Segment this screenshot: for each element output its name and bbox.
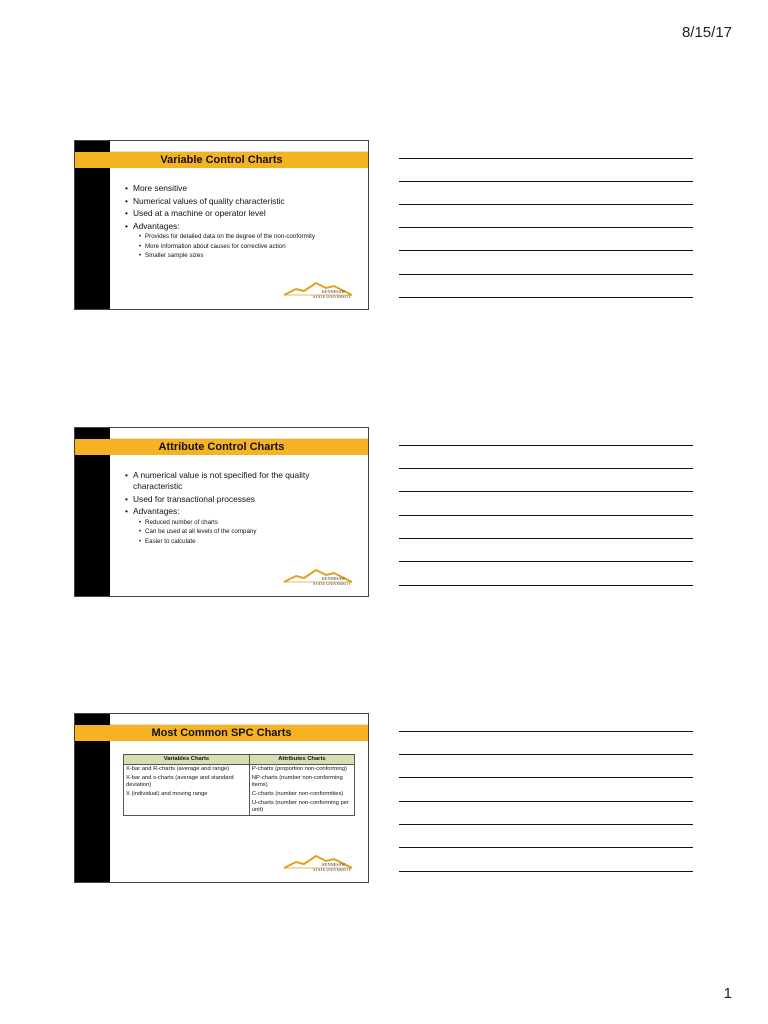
bullet: • Used for transactional processes — [125, 494, 346, 505]
sub-bullet: • Provides for detailed data on the degree of the non-conformity — [125, 233, 346, 241]
spc-charts-table — [123, 754, 355, 816]
table-cell: X-bar and s-charts (average and standard deviation) — [124, 774, 250, 790]
table-row — [124, 790, 355, 799]
bullet: • More sensitive — [125, 183, 346, 194]
bullet: • Advantages: — [125, 221, 346, 232]
sub-bullet: • Can be used at all levels of the company — [125, 528, 346, 536]
page-number: 1 — [723, 985, 732, 1002]
slide-title: Variable Control Charts — [75, 152, 368, 168]
table-cell: C-charts (number non-conformities) — [249, 790, 354, 799]
bullet: • Advantages: — [125, 506, 346, 517]
bullet: • A numerical value is not specified for the quality characteristic — [125, 470, 346, 492]
bullet-list — [125, 470, 346, 546]
slide-body — [125, 470, 346, 547]
logo-line2: STATE UNIVERSITY — [313, 294, 352, 299]
table-row — [124, 774, 355, 790]
slide-variable-control-charts — [74, 140, 369, 310]
logo-line1: KENNESAW — [322, 862, 346, 867]
logo-line2: STATE UNIVERSITY — [313, 867, 352, 872]
sub-bullet: • Reduced number of charts — [125, 519, 346, 527]
sub-bullet: • Smaller sample sizes — [125, 252, 346, 260]
logo-line1: KENNESAW — [322, 289, 346, 294]
table-row — [124, 765, 355, 775]
logo-line2: STATE UNIVERSITY — [313, 581, 352, 586]
bullet-list — [125, 183, 346, 260]
kennesaw-state-logo — [282, 279, 354, 301]
table-row — [124, 799, 355, 816]
table-cell — [124, 799, 250, 816]
table-header: Variables Charts — [124, 755, 250, 765]
slide-most-common-spc-charts — [74, 713, 369, 883]
table-cell: X (individual) and moving range — [124, 790, 250, 799]
page-date: 8/15/17 — [681, 24, 732, 41]
bullet: • Numerical values of quality characteristic — [125, 196, 346, 207]
slide-title: Attribute Control Charts — [75, 439, 368, 455]
table-cell: X-bar and R-charts (average and range) — [124, 765, 250, 775]
sub-bullet: • More information about causes for corrective action — [125, 243, 346, 251]
slide-title: Most Common SPC Charts — [75, 725, 368, 741]
kennesaw-state-logo — [282, 566, 354, 588]
table-cell: NP-charts (number non-conforming items) — [249, 774, 354, 790]
table-header-row — [124, 755, 355, 765]
logo-line1: KENNESAW — [322, 576, 346, 581]
table-header: Attributes Charts — [249, 755, 354, 765]
table-cell: U-charts (number non-conforming per unit) — [249, 799, 354, 816]
slide-attribute-control-charts — [74, 427, 369, 597]
kennesaw-state-logo — [282, 852, 354, 874]
table-cell: P-charts (proportion non-conforming) — [249, 765, 354, 775]
sub-bullet: • Easier to calculate — [125, 538, 346, 546]
slide-body — [125, 183, 346, 262]
bullet: • Used at a machine or operator level — [125, 208, 346, 219]
